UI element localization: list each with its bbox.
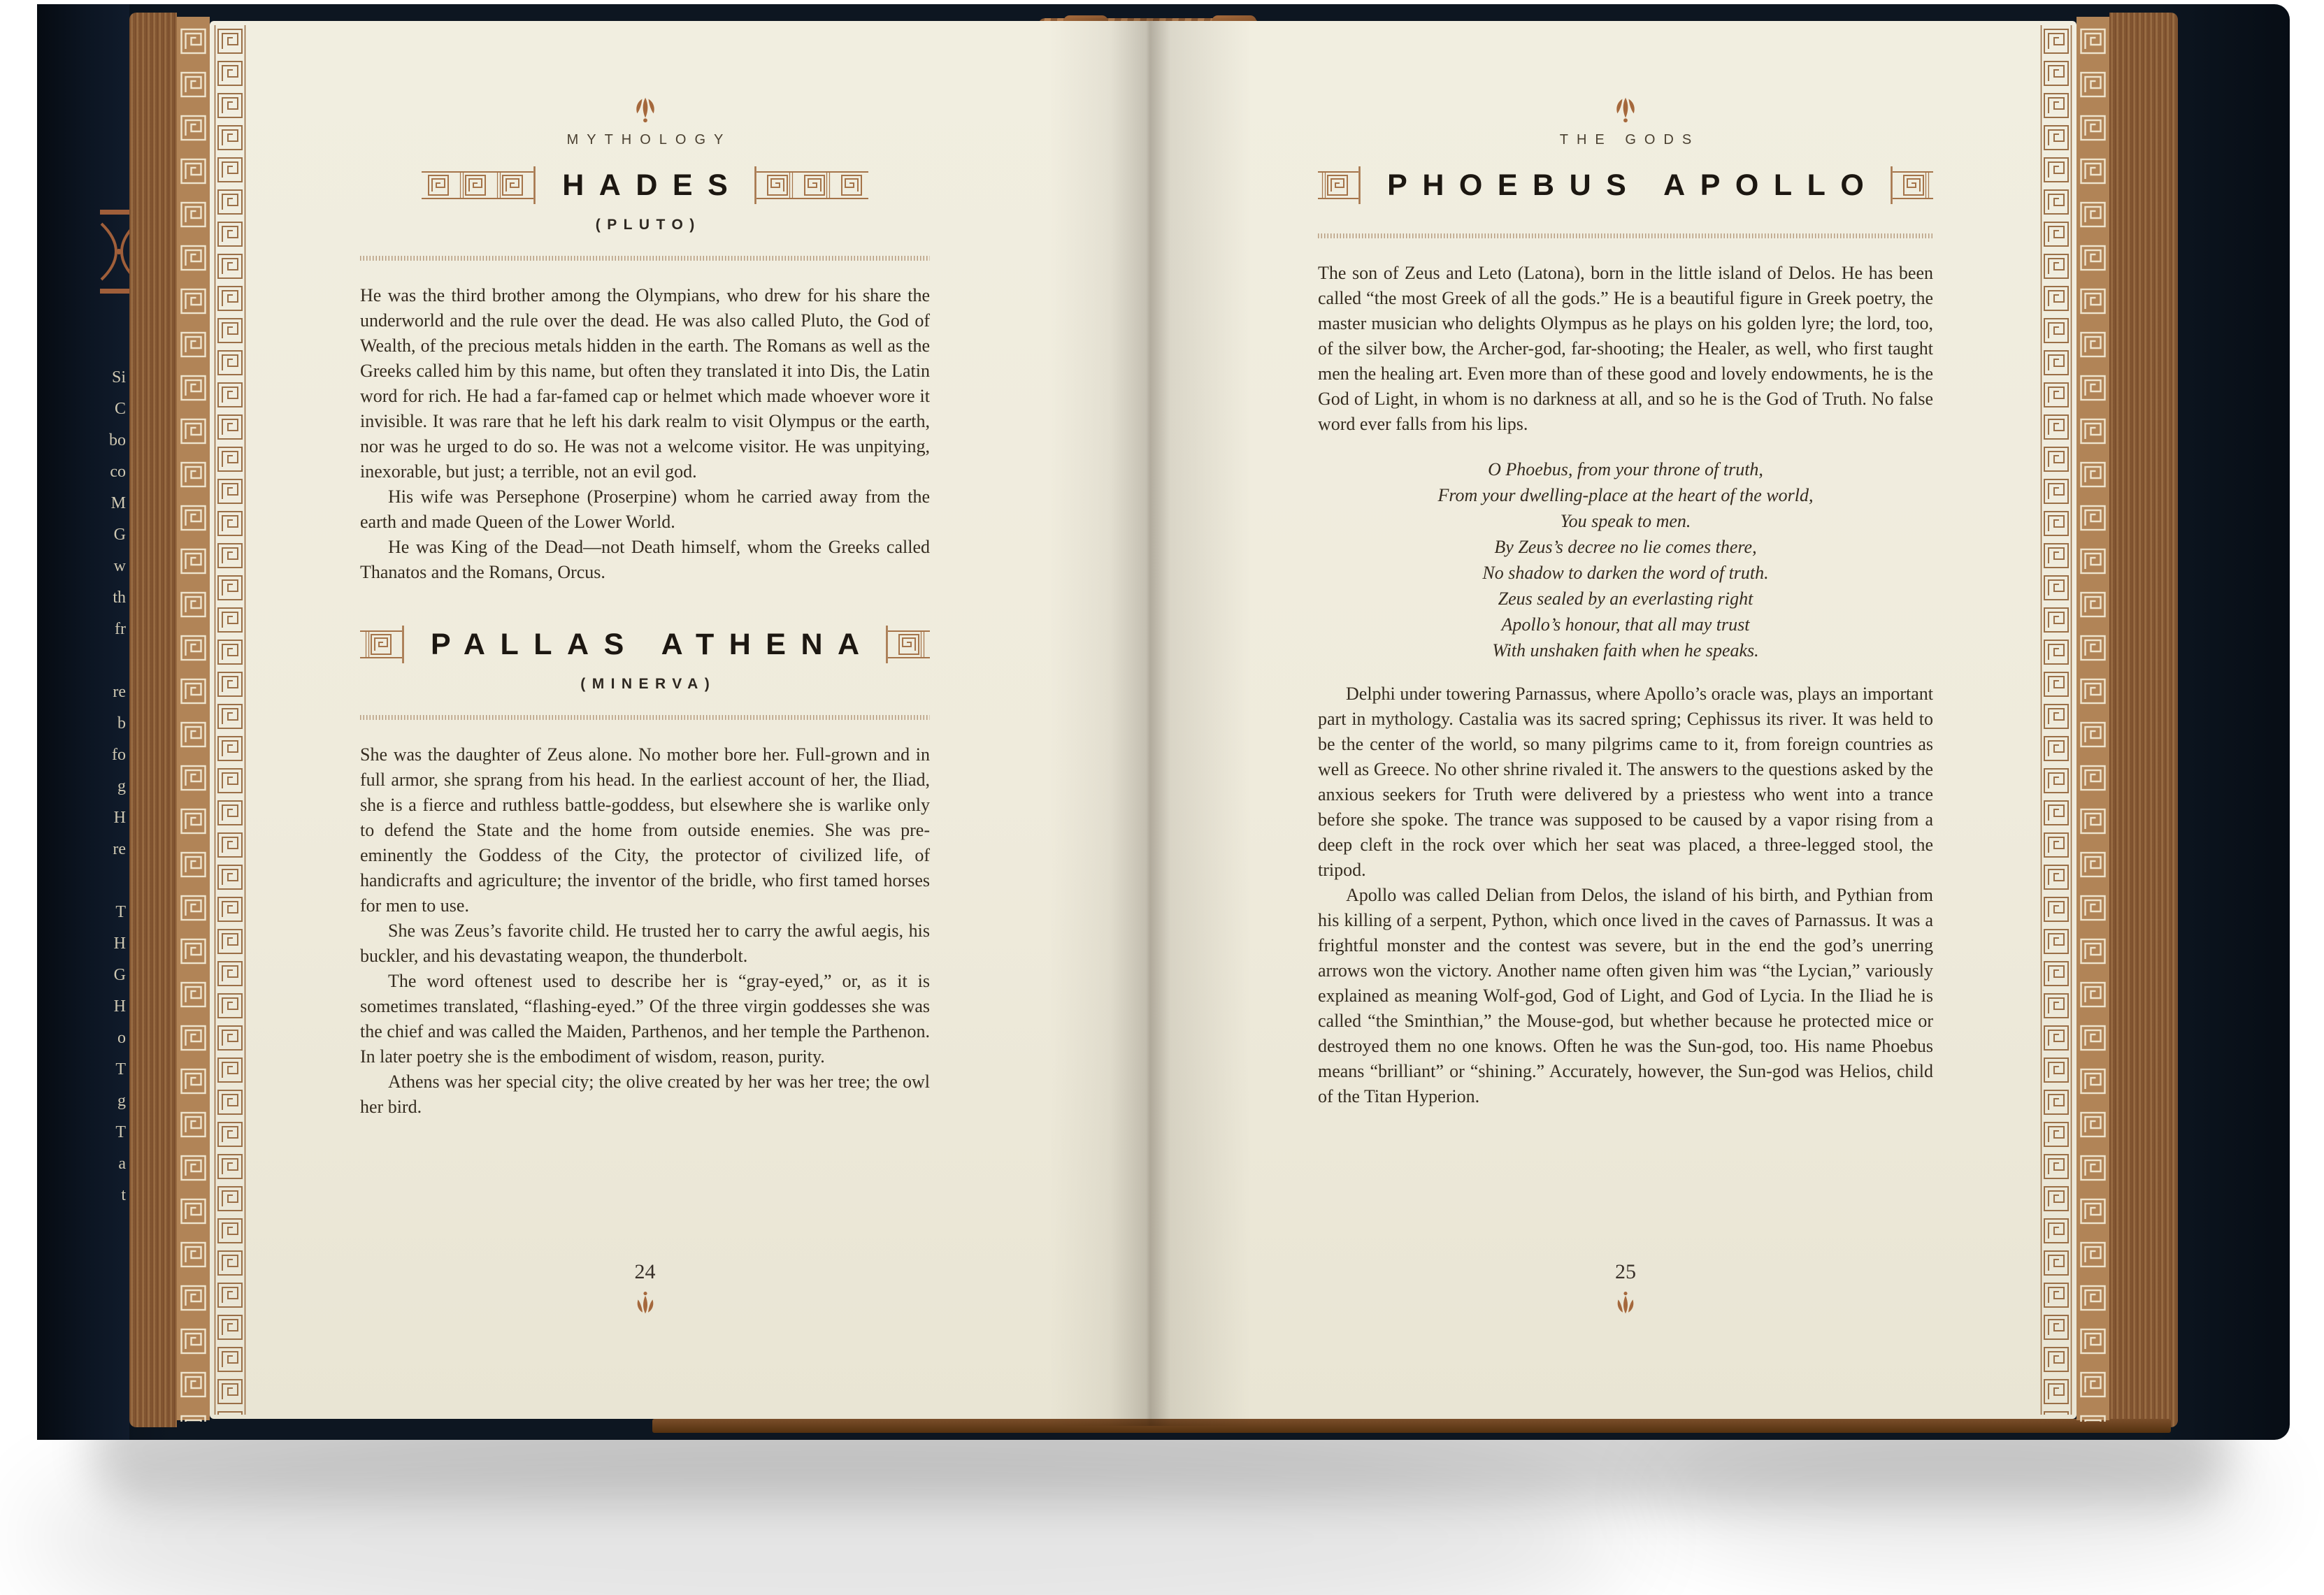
running-head-right: THE GODS (1559, 132, 1700, 147)
section-apollo (1318, 165, 1933, 1109)
flap-text-fragment: re (113, 683, 126, 701)
apollo-verse (1318, 456, 1933, 663)
section-hades (360, 165, 930, 585)
left-page-header (360, 94, 930, 148)
title-row (1318, 165, 1933, 205)
flap-text-fragment: H (113, 997, 126, 1016)
flap-text-fragment: t (121, 1186, 126, 1204)
fleuron-down-icon (633, 94, 658, 124)
paragraph: She was Zeus’s favorite child. He trusted her to carry the awful aegis, his buckler, and his devastating weapon, the thunderbolt. (360, 921, 930, 966)
greek-key-band-pattern (177, 17, 210, 1422)
page-left (210, 21, 1162, 1419)
flap-text-fragment: G (113, 526, 126, 544)
athena-paragraphs (360, 742, 930, 1120)
flap-text-fragment: th (113, 589, 126, 607)
flap-text-fragment: w (113, 557, 126, 575)
key-band-right (2076, 17, 2109, 1420)
section-title-apollo: PHOEBUS APOLLO (1387, 168, 1879, 202)
fleuron-up-icon (1614, 1290, 1637, 1318)
paragraph: Athens was her special city; the olive created by her was her tree; the owl her bird. (360, 1071, 930, 1117)
page-number-left: 24 (634, 1260, 656, 1283)
flap-text-fragment: fo (112, 746, 126, 764)
flap-text-fragment: o (117, 1029, 126, 1047)
flap-text-fragment: C (114, 400, 126, 418)
section-subtitle-pluto: (PLUTO) (595, 217, 701, 233)
paragraph: Apollo was called Delian from Delos, the island of his birth, and Pythian from his killing of a serpent, Python, which once lived in the caves of Parnassus. It was a frightful monster and the contest was severe, but in the end the god’s unerring arrows won the victory. Another name often given him was “the Lycian,” variously explained as meaning Wolf-god, God of Light, and God of Lycia. In the Iliad he is called “the Sminthian,” the Mouse-god, but whether because he protected mice or destroyed them no one knows. Often he was the Sun-god, too. His name Phoebus means “brilliant” or “shining.” Accurately, however, the Sun-god was Helios, child of the Titan Hyperion. (1318, 885, 1933, 1106)
title-ornament-right-icon (753, 166, 868, 205)
paragraph: He was King of the Dead—not Death himself, whom the Greeks called Thanatos and the Romans, Orcus. (360, 537, 930, 582)
flap-text-fragment: g (117, 777, 126, 795)
flap-text-fragment: re (113, 840, 126, 858)
flap-text-fragment: H (113, 934, 126, 953)
paragraph: Delphi under towering Parnassus, where Apollo’s oracle was, plays an important part in mythology. Castalia was its sacred spring; Cephissus its river. It was held to be the center of the world, so many pilgrims came to it, from foreign countries as well as Greece. No other shrine rivaled it. The answers to the questions asked by the anxious seekers for Truth were delivered by a priestess who went into a trance before she spoke. The trance was supposed to be caused by a vapor rising from a deep cleft in the rock over which her seat was placed, a three-legged stool, the tripod. (1318, 684, 1933, 880)
flap-text-fragment: b (117, 714, 126, 732)
flap-text-fragment: co (110, 463, 126, 481)
flap-emblem-icon (97, 208, 129, 295)
open-book (37, 4, 2290, 1440)
flap-text-fragment: T (115, 1060, 126, 1078)
paragraph: She was the daughter of Zeus alone. No mother bore her. Full-grown and in full armor, she sprang from his head. In the earliest account of her, the Iliad, she is a fierce and ruthless battle-goddess, but elsewhere she is warlike only to defend the State and the home from outside enemies. She was pre-eminently the Goddess of the City, the protector of civilized life, of handicrafts and agriculture; the inventor of the bridle, who first tamed horses for men to use. (360, 744, 930, 916)
flap-text-fragment: g (117, 1092, 126, 1110)
right-page-header (1318, 94, 1933, 148)
page-right (1162, 21, 2076, 1419)
right-page-footer (1318, 1260, 1933, 1321)
verse-line: O Phoebus, from your throne of truth, (1488, 459, 1763, 479)
page-edges-right (2109, 13, 2178, 1427)
section-title-hades: HADES (562, 168, 743, 202)
title-ornament-right-icon (1889, 166, 1933, 205)
verse-line: You speak to men. (1560, 511, 1691, 531)
flap-text-fragment: M (110, 494, 126, 512)
hades-paragraphs (360, 283, 930, 585)
section-rule (1318, 233, 1933, 238)
verse-line: With unshaken faith when he speaks. (1492, 640, 1759, 661)
flap-text-fragment (37, 645, 126, 677)
section-rule (360, 256, 930, 261)
page-number-right: 25 (1615, 1260, 1636, 1283)
jacket-flap (37, 4, 129, 1440)
section-athena (360, 624, 930, 1120)
book-shadow-soft (28, 1419, 1636, 1595)
section-title-athena: PALLAS ATHENA (430, 628, 875, 661)
greek-key-border-left (214, 25, 246, 1415)
verse-line: By Zeus’s decree no lie comes there, (1494, 537, 1757, 557)
greek-key-band-pattern (2076, 17, 2109, 1422)
title-ornament-left-icon (1318, 166, 1362, 205)
flap-text-fragment: a (118, 1155, 126, 1173)
verse-line: From your dwelling-place at the heart of the world, (1437, 485, 1814, 505)
page-edges-bottom (652, 1419, 2171, 1433)
section-rule (360, 715, 930, 720)
greek-key-border-right (2040, 25, 2072, 1415)
title-ornament-right-icon (884, 625, 930, 664)
title-ornament-left-icon (360, 625, 406, 664)
title-row (360, 165, 930, 205)
flap-text-fragment: T (115, 903, 126, 921)
apollo-paragraphs (1318, 681, 1933, 1109)
book-shadow-right (1643, 1419, 2272, 1573)
fleuron-up-icon (634, 1290, 657, 1318)
paragraph: His wife was Persephone (Proserpine) whom he carried away from the earth and made Queen of the Lower World. (360, 486, 930, 532)
flap-text-fragment (37, 865, 126, 897)
flap-text-fragment: bo (109, 431, 126, 449)
title-ornament-left-icon (422, 166, 537, 205)
verse-line: Apollo’s honour, that all may trust (1501, 614, 1750, 635)
paragraph: The son of Zeus and Leto (Latona), born in the little island of Delos. He has been called “the most Greek of all the gods.” He is a beautiful figure in Greek poetry, the master musician who delights Olympus as he plays on his golden lyre; the lord, too, of the silver bow, the Archer-god, far-shooting; the Healer, as well, who first taught men the healing art. Even more than of these good and lovely endowments, he is the God of Light, in whom is no darkness at all, and so he is the God of Truth. No false word ever falls from his lips. (1318, 263, 1933, 434)
verse-line: Zeus sealed by an everlasting right (1498, 589, 1753, 609)
flap-text-fragment: T (115, 1123, 126, 1141)
flap-text-fragment: Si (111, 368, 126, 387)
paragraph: He was the third brother among the Olympians, who drew for his share the underworld and the rule over the dead. He was also called Pluto, the God of Wealth, of the precious metals hidden in the earth. The Romans as well as the Greeks called him by this name, but often they translated it into Dis, the Latin word for rich. He had a far-famed cap or helmet which made whoever wore it invisible. It was rare that he left his dark realm to visit Olympus or the earth, nor was he urged to do so. He was not a welcome visitor. He was unpitying, inexorable, but just; a terrible, not an evil god. (360, 285, 930, 482)
fleuron-down-icon (1613, 94, 1638, 124)
running-head-left: MYTHOLOGY (566, 132, 732, 147)
left-page-footer (360, 1260, 930, 1321)
title-row (360, 624, 930, 665)
flap-text-fragment: fr (115, 620, 126, 638)
flap-text-fragment: H (113, 809, 126, 827)
page-edges-left (129, 13, 177, 1427)
flap-text-fragment: G (113, 966, 126, 984)
paragraph: The word oftenest used to describe her is “gray-eyed,” or, as it is sometimes translated, “flashing-eyed.” Of the three virgin goddesses she was the chief and was called the Maiden, Parthenos, and her temple the Parthenon. In later poetry she is the embodiment of wisdom, reason, purity. (360, 971, 930, 1067)
key-band-left (177, 17, 210, 1420)
apollo-intro-paragraphs (1318, 261, 1933, 437)
flap-text (37, 362, 129, 1211)
verse-line: No shadow to darken the word of truth. (1482, 563, 1769, 583)
section-subtitle-minerva: (MINERVA) (580, 676, 717, 692)
